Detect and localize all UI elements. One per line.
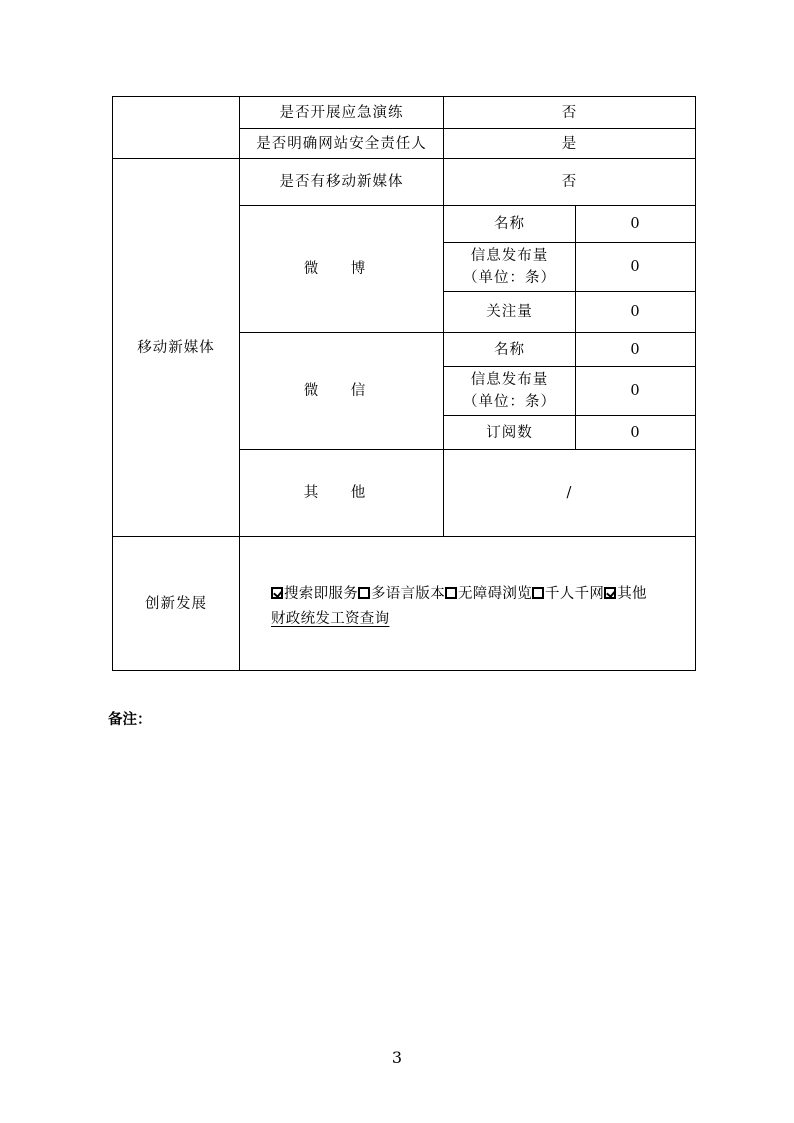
checkbox-checked-icon[interactable] xyxy=(271,587,283,599)
weibo-name-label: 名称 xyxy=(494,216,525,232)
media-group-label: 移动新媒体 xyxy=(137,339,215,356)
wechat-posts-label-line1: 信息发布量 xyxy=(470,372,549,388)
wechat-name-label: 名称 xyxy=(494,341,525,358)
wechat-subscribers-label: 订阅数 xyxy=(486,424,533,441)
wechat-name-value: 0 xyxy=(630,341,641,358)
wechat-posts-value: 0 xyxy=(630,383,641,399)
page-number: 3 xyxy=(391,1048,403,1067)
weibo-followers-label: 关注量 xyxy=(486,304,533,320)
wechat-posts-label xyxy=(444,367,575,415)
weibo-posts-label-line2: （单位：条） xyxy=(463,270,556,286)
table-border-bottom xyxy=(112,670,696,671)
drill-label: 是否开展应急演练 xyxy=(279,104,404,121)
checkbox-unchecked-icon[interactable] xyxy=(532,587,544,599)
weibo-posts-label-line1: 信息发布量 xyxy=(470,248,549,264)
remarks-label: 备注： xyxy=(108,712,152,728)
checkbox-unchecked-icon[interactable] xyxy=(445,587,457,599)
other-innovation-text: 财政统发工资查询 xyxy=(271,611,390,627)
security-officer-value: 是 xyxy=(561,135,578,152)
drill-value: 否 xyxy=(561,104,578,121)
wechat-subscribers-value: 0 xyxy=(630,424,641,441)
weibo-followers-value: 0 xyxy=(630,304,641,320)
wechat-posts-label-line2: （单位：条） xyxy=(463,394,556,410)
option-label: 其他 xyxy=(617,586,647,602)
option-label: 搜索即服务 xyxy=(284,586,358,602)
option-personalized[interactable] xyxy=(532,586,604,602)
weibo-posts-label xyxy=(444,243,575,291)
checkbox-checked-icon[interactable] xyxy=(604,587,616,599)
option-label: 多语言版本 xyxy=(371,586,445,602)
weibo-label: 微 博 xyxy=(303,261,380,277)
security-officer-label: 是否明确网站安全责任人 xyxy=(256,135,427,152)
checkbox-unchecked-icon[interactable] xyxy=(358,587,370,599)
other-media-value: / xyxy=(566,485,573,501)
innovation-label: 创新发展 xyxy=(145,595,207,612)
wechat-label: 微 信 xyxy=(303,383,380,399)
weibo-posts-value: 0 xyxy=(630,259,641,275)
has-media-label: 是否有移动新媒体 xyxy=(279,174,404,190)
weibo-name-value: 0 xyxy=(630,216,641,232)
innovation-options xyxy=(271,582,696,632)
other-media-label: 其 他 xyxy=(303,485,380,501)
option-other[interactable] xyxy=(604,586,647,602)
option-label: 无障碍浏览 xyxy=(458,586,532,602)
has-media-value: 否 xyxy=(561,174,578,190)
option-multilingual[interactable] xyxy=(358,586,445,602)
option-search-as-service[interactable] xyxy=(271,586,358,602)
option-label: 千人千网 xyxy=(545,586,605,602)
option-accessibility[interactable] xyxy=(445,586,532,602)
